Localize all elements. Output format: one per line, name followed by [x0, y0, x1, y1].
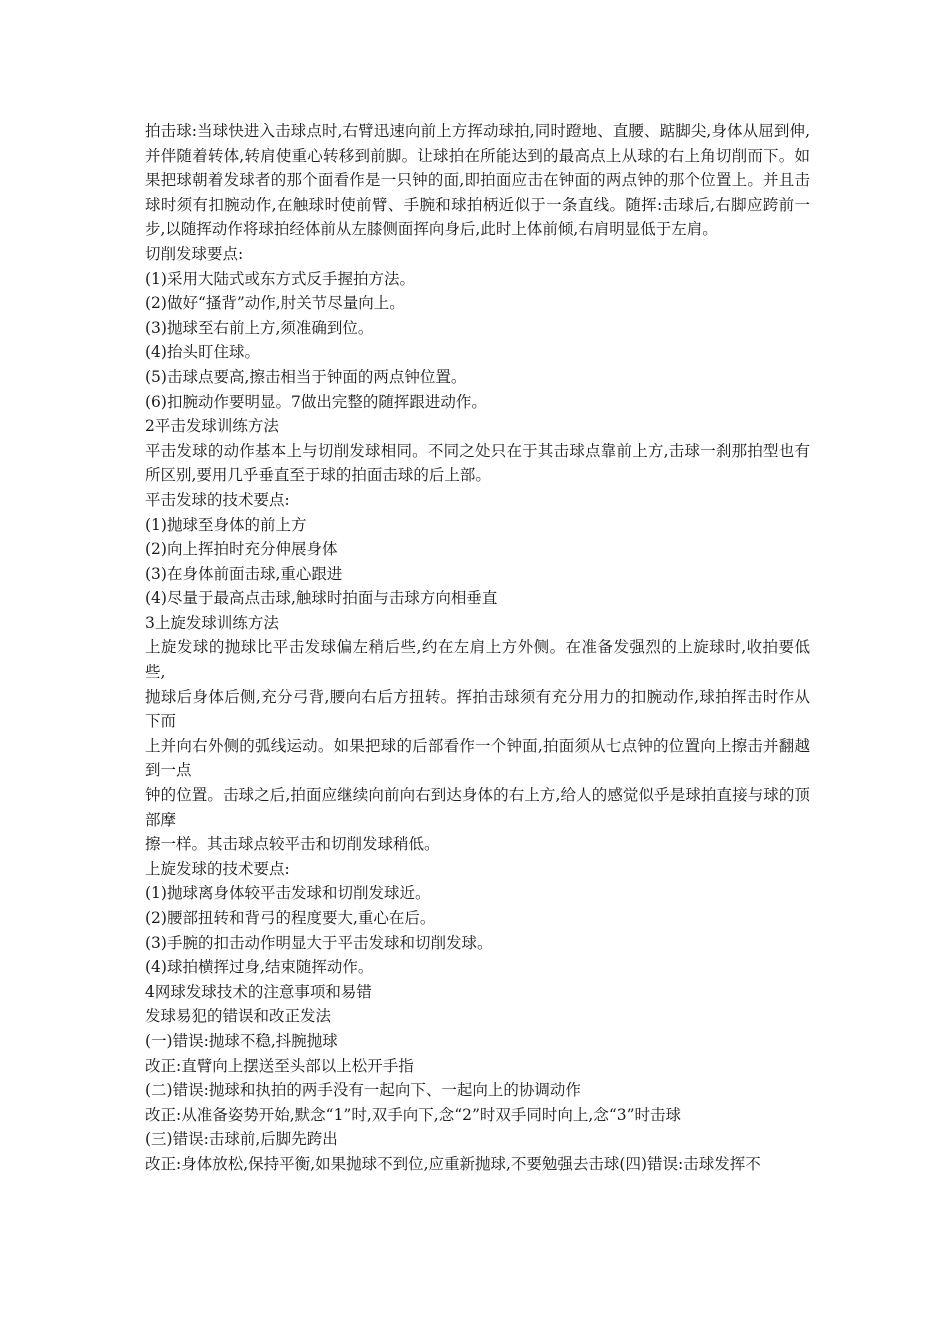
error-item: (三)错误:击球前,后脚先跨出: [145, 1130, 338, 1149]
list-item: (4)尽量于最高点击球,触球时拍面与击球方向相垂直: [145, 589, 498, 608]
list-item: (2)腰部扭转和背弓的程度要大,重心在后。: [145, 909, 436, 927]
list-item: (6)扣腕动作要明显。7做出完整的随挥跟进动作。: [145, 392, 487, 411]
correction-item: 改正:直臂向上摆送至头部以上松开手指: [145, 1056, 414, 1075]
list-item: (2)向上挥拍时充分伸展身体: [145, 540, 338, 559]
correction-item: 改正:从准备姿势开始,默念“1”时,双手向下,念“2”时双手同时向上,念“3”时击球: [145, 1105, 682, 1124]
correction-item: 改正:身体放松,保持平衡,如果抛球不到位,应重新抛球,不要勉强去击球(四)错误:击球发挥不: [145, 1154, 761, 1173]
paragraph-flat-serve: 平击发球的动作基本上与切削发球相同。不同之处只在于其击球点靠前上方,击球一刹那拍型也有所区别,要用几乎垂直至于球的拍面击球的后上部。: [145, 441, 810, 485]
list-item: (1)抛球离身体较平击发球和切削发球近。: [145, 884, 431, 903]
paragraph-hitting-technique: 拍击球:当球快进入击球点时,右臂迅速向前上方挥动球拍,同时蹬地、直腰、踮脚尖,身体从屈到伸,并伴随着转体,转肩使重心转移到前脚。让球拍在所能达到的最高点上从球的右上角切削而下。如果把球朝着发球者的那个面看作是一只钟的面,即拍面应击在钟面的两点钟的那个位置上。并且击球时须有扣腕动作,在触球时使前臂、手腕和球拍柄近似于一条直线。随挥:击球后,右脚应跨前一步,以随挥动作将球拍经体前从左膝侧面挥向身后,此时上体前倾,右肩明显低于左肩。: [145, 122, 810, 239]
document-body: [145, 119, 810, 1177]
heading-common-errors: 发球易犯的错误和改正发法: [145, 1007, 332, 1026]
list-item: (4)抬头盯住球。: [145, 343, 260, 362]
heading-slice-serve-points: 切削发球要点:: [145, 244, 244, 263]
heading-serve-notes: 4网球发球技术的注意事项和易错: [145, 982, 372, 1001]
list-item: (3)在身体前面击球,重心跟进: [145, 564, 343, 583]
paragraph-topspin-5: 擦一样。其击球点较平击和切削发球稍低。: [145, 835, 440, 854]
heading-topspin-serve-training: 3上旋发球训练方法: [145, 613, 279, 632]
error-item: (二)错误:抛球和执拍的两手没有一起向下、一起向上的协调动作: [145, 1081, 581, 1100]
error-item: (一)错误:抛球不稳,抖腕抛球: [145, 1031, 338, 1050]
list-item: (3)抛球至右前上方,须准确到位。: [145, 318, 374, 337]
list-item: (4)球拍横挥过身,结束随挥动作。: [145, 958, 374, 977]
list-item: (3)手腕的扣击动作明显大于平击发球和切削发球。: [145, 933, 493, 952]
paragraph-topspin-4: 钟的位置。击球之后,拍面应继续向前向右到达身体的右上方,给人的感觉似乎是球拍直接与球的顶部摩: [145, 786, 810, 829]
paragraph-topspin-3: 上并向右外侧的弧线运动。如果把球的后部看作一个钟面,拍面须从七点钟的位置向上擦击并翻越到一点: [145, 736, 810, 780]
list-item: (2)做好“搔背”动作,肘关节尽量向上。: [145, 294, 405, 313]
paragraph-topspin-2: 抛球后身体后侧,充分弓背,腰向右后方扭转。挥拍击球须有充分用力的扣腕动作,球拍挥击时作从下而: [145, 687, 810, 731]
list-item: (5)击球点要高,擦击相当于钟面的两点钟位置。: [145, 367, 467, 386]
heading-flat-serve-training: 2平击发球训练方法: [145, 417, 279, 436]
heading-flat-serve-points: 平击发球的技术要点:: [145, 490, 290, 509]
list-item: (1)采用大陆式或东方式反手握拍方法。: [145, 269, 415, 288]
heading-topspin-serve-points: 上旋发球的技术要点:: [145, 859, 290, 878]
paragraph-topspin-1: 上旋发球的抛球比平击发球偏左稍后些,约在左肩上方外侧。在准备发强烈的上旋球时,收拍要低些,: [145, 638, 810, 682]
list-item: (1)抛球至身体的前上方: [145, 515, 307, 534]
